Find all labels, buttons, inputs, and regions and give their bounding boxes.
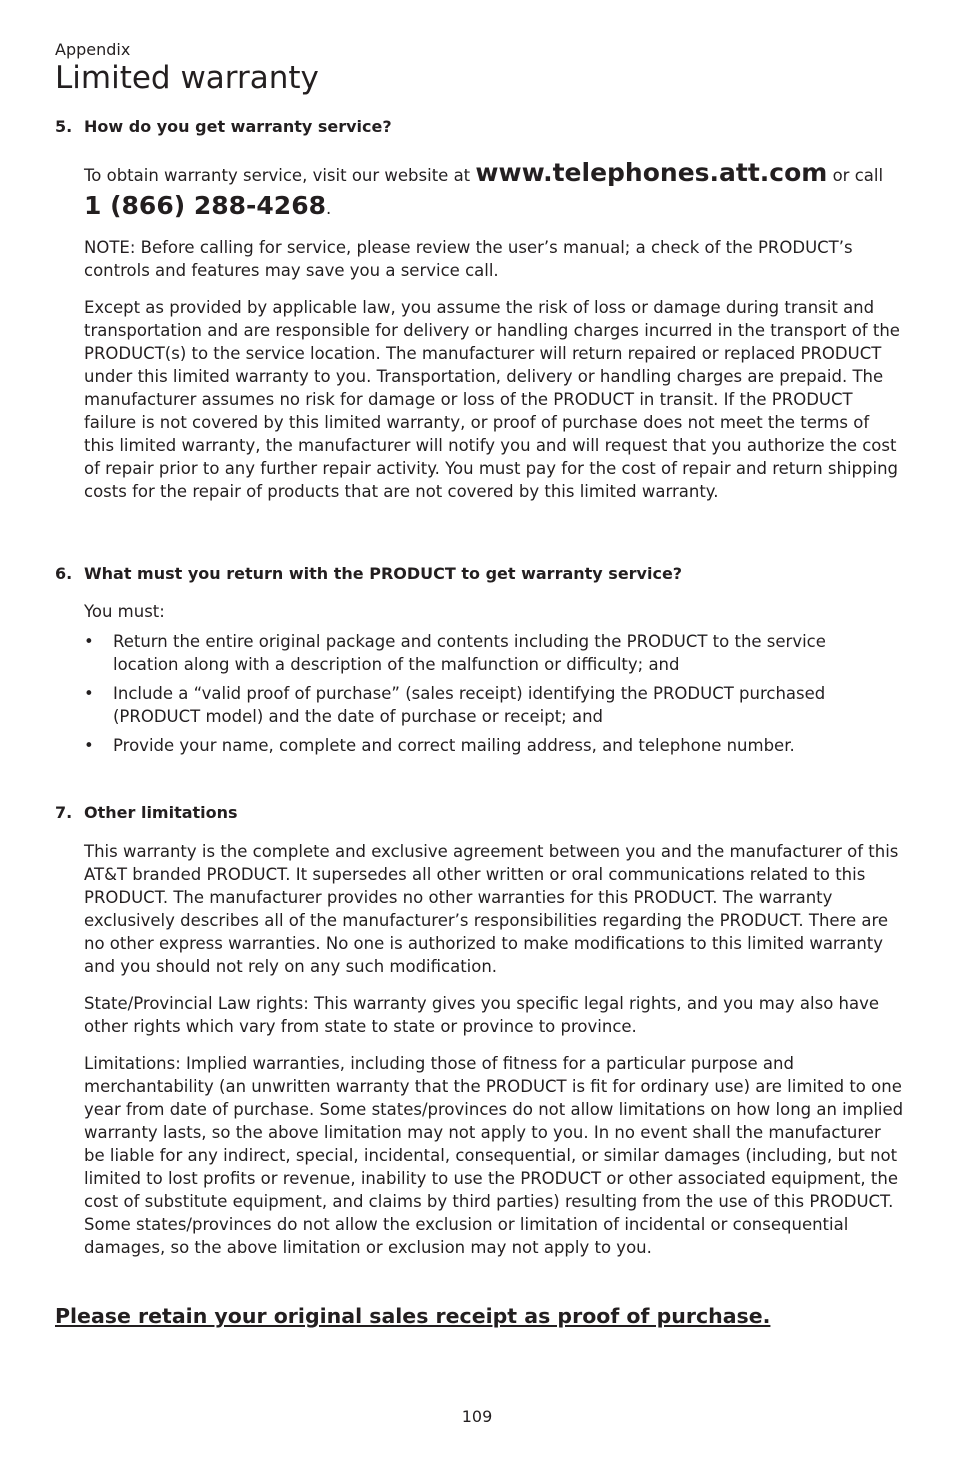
q6-heading [55, 564, 682, 583]
q5-note: NOTE: Before calling for service, please review the user’s manual; a check of the PRODUCT’s controls and features may save you a service call. [84, 238, 853, 280]
q5-service-line [84, 158, 904, 224]
page-number: 109 [461, 1407, 493, 1426]
q5-body: Except as provided by applicable law, you assume the risk of loss or damage during transit and transportation and are responsible for delivery or handling charges incurred in the transport of the PRODUCT(s) to the service location. The manufacturer will return repaired or replaced PRODUCT under this limited warranty to you. Transportation, delivery or handling charges are prepaid. The manufacturer assumes no risk for damage or loss of the PRODUCT in transit. If the PRODUCT failure is not covered by this limited warranty, or proof of purchase does not meet the terms of this limited warranty, the manufacturer will notify you and will request that you authorize the cost of repair prior to any further repair activity. You must pay for the cost of repair and return shipping costs for the repair of products that are not covered by this limited warranty. [84, 298, 900, 501]
list-item [84, 734, 884, 757]
q5-or-call: or call [827, 166, 884, 185]
closing-note: Please retain your original sales receipt as proof of purchase. [55, 1304, 771, 1328]
q5-period: . [325, 199, 332, 218]
q5-service-intro: To obtain warranty service, visit our website at [84, 166, 476, 185]
q7-number: 7. [55, 803, 73, 822]
bullet-dot-icon: • [84, 736, 94, 755]
list-item-text: Provide your name, complete and correct mailing address, and telephone number. [113, 736, 795, 755]
q7-para-limitations: Limitations: Implied warranties, including those of fitness for a particular purpose and merchantability (an unwritten warranty that the PRODUCT is fit for ordinary use) are limited to one year from date of purchase. Some states/provinces do not allow limitations on how long an implied warranty lasts, so the above limitation may not apply to you. In no event shall the manufacturer be liable for any indirect, special, incidental, consequential, or similar damages (including, but not limited to lost profits or revenue, inability to use the PRODUCT or other associated equipment, the cost of substitute equipment, and claims by third parties) resulting from the use of this PRODUCT. Some states/provinces do not allow the exclusion or limitation of incidental or consequential damages, so the above limitation or exclusion may not apply to you. [84, 1054, 904, 1257]
list-item-text: Include a “valid proof of purchase” (sales receipt) identifying the PRODUCT purchased (PRODUCT model) and the date of purchase or receipt; and [113, 684, 826, 726]
q6-intro: You must: [84, 602, 165, 621]
list-item [84, 682, 884, 728]
bullet-dot-icon: • [84, 684, 94, 703]
website-link[interactable]: www.telephones.att.com [475, 158, 828, 187]
bullet-dot-icon: • [84, 632, 94, 651]
q5-heading [55, 117, 392, 136]
q7-heading [55, 803, 238, 822]
q7-heading-text: Other limitations [84, 803, 238, 822]
q5-number: 5. [55, 117, 73, 136]
q6-number: 6. [55, 564, 73, 583]
q6-heading-text: What must you return with the PRODUCT to get warranty service? [84, 564, 683, 583]
q6-bullet-list [84, 630, 884, 763]
list-item [84, 630, 884, 676]
phone-number: 1 (866) 288-4268 [84, 191, 326, 220]
list-item-text: Return the entire original package and contents including the PRODUCT to the service location along with a description of the malfunction or difficulty; and [113, 632, 826, 674]
q7-para-law-rights: State/Provincial Law rights: This warranty gives you specific legal rights, and you may also have other rights which vary from state to state or province to province. [84, 994, 880, 1036]
q5-heading-text: How do you get warranty service? [84, 117, 392, 136]
page-title: Limited warranty [55, 60, 319, 96]
section-label: Appendix [55, 40, 131, 59]
q7-para-agreement: This warranty is the complete and exclusive agreement between you and the manufacturer of this AT&T branded PRODUCT. It supersedes all other written or oral communications related to this PRODUCT. The manufacturer provides no other warranties for this PRODUCT. The warranty exclusively describes all of the manufacturer’s responsibilities regarding the PRODUCT. There are no other express warranties. No one is authorized to make modifications to this limited warranty and you should not rely on any such modification. [84, 842, 899, 976]
